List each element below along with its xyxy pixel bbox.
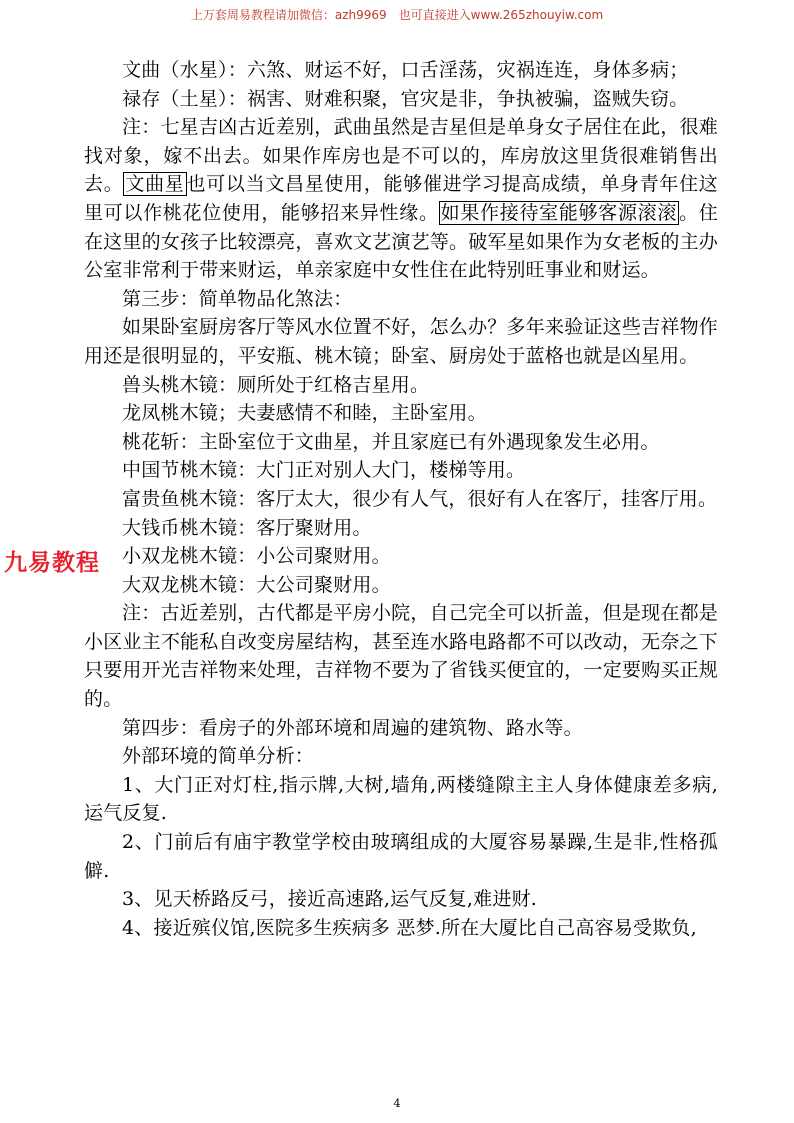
list-item: 小双龙桃木镜：小公司聚财用。 <box>122 545 391 568</box>
text-run: 注：七星吉凶古近差别，武曲虽然是吉星但是单身女子居住在此，很难找对象，嫁不出去。如果作库房也是不可以的，库房放这里货很难销售出去。 <box>84 116 718 196</box>
list-item: 中国节桃木镜：大门正对别人大门，楼梯等用。 <box>122 459 526 482</box>
paragraph: 禄存（土星）：祸害、财难积聚，官灾是非，争执被骗，盗贼失窃。 <box>122 87 689 110</box>
list-item: 龙凤桃木镜；夫妻感情不和睦，主卧室用。 <box>122 402 487 425</box>
paragraph-note <box>84 113 718 285</box>
paragraph: 如果卧室厨房客厅等风水位置不好，怎么办？多年来验证这些吉祥物作用还是很明显的，平安瓶、桃木镜；卧室、厨房处于蓝格也就是凶星用。 <box>84 316 718 367</box>
boxed-highlight: 文曲星 <box>125 173 185 196</box>
list-item: 1、大门正对灯柱,指示牌,大树,墙角,两楼缝隙主主人身体健康差多病,运气反复. <box>84 773 718 825</box>
paragraph-note: 注：古近差别，古代都是平房小院，自己完全可以折盖，但是现在都是小区业主不能私自改变房屋结构，甚至连水路电路都不可以改动，无奈之下只要用开光吉祥物来处理，吉祥物不要为了省钱买便宜的，一定要购买正规的。 <box>84 602 718 711</box>
list-item: 兽头桃木镜：厕所处于红格吉星用。 <box>122 373 430 396</box>
page-header: 上万套周易教程请加微信：azh9969 也可直接进入www.265zhouyiw.com <box>190 8 604 22</box>
paragraph: 文曲（水星）：六煞、财运不好，口舌淫荡，灾祸连连，身体多病； <box>122 59 689 81</box>
list-item: 桃花斩：主卧室位于文曲星，并且家庭已有外遇现象发生必用。 <box>122 430 660 453</box>
boxed-highlight: 如果作接待室能够客源滚滚 <box>440 201 678 224</box>
list-item: 4、接近殡仪馆,医院多生疾病多 恶梦.所在大厦比自己高容易受欺负, <box>122 916 697 939</box>
list-item: 2、门前后有庙宇教堂学校由玻璃组成的大厦容易暴躁,生是非,性格孤僻. <box>84 831 718 882</box>
text-run: 也可以当文昌星使用，能够催进学习提高成绩，单身青年住这里可以作桃花位使用，能够招来异性缘。 <box>84 173 718 224</box>
paragraph: 外部环境的简单分析： <box>122 745 315 768</box>
list-item: 富贵鱼桃木镜：客厅太大，很少有人气，很好有人在客厅，挂客厅用。 <box>122 487 718 510</box>
document-body <box>84 56 718 942</box>
list-item: 大双龙桃木镜：大公司聚财用。 <box>122 573 391 596</box>
text-run: 。住在这里的女孩子比较漂亮，喜欢文艺演艺等。破军星如果作为女老板的主办公室非常利于带来财运，单亲家庭中女性住在此特别旺事业和财运。 <box>84 201 718 282</box>
section-heading: 第三步：简单物品化煞法： <box>122 287 353 310</box>
list-item: 3、见天桥路反弓，接近高速路,运气反复,难进财. <box>122 888 538 911</box>
page-number: 4 <box>393 1097 401 1110</box>
section-heading: 第四步：看房子的外部环境和周遍的建筑物、路水等。 <box>122 716 583 739</box>
watermark-logo: 九易教程 <box>4 550 100 576</box>
list-item: 大钱币桃木镜：客厅聚财用。 <box>122 516 372 539</box>
